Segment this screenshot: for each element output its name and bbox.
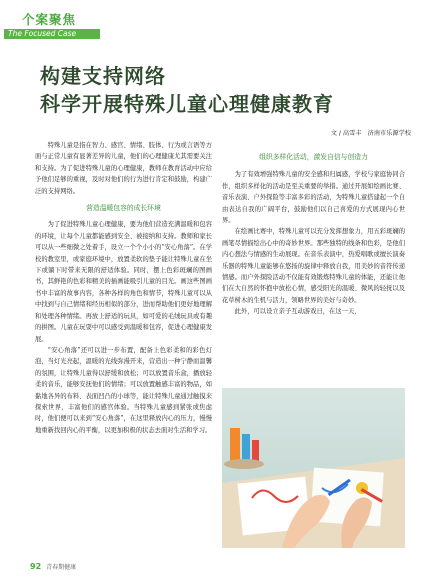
body-paragraph: 在绘画比赛中，特殊儿童可以充分发挥想象力，用五彩斑斓的画笔尽情描绘出心中的奇妙世界。那些独特的线条和色彩，是他们内心想法与情感的生动展现。在音乐表演中，热爱唱歌或擅长演奏乐器的特殊儿童能够在悠扬的旋律中释放自我，用美妙的音符传递情感。而户外探险活动不仅能有效锻炼特殊儿童的体能，还能让他们在大自然的怀抱中放松心情，感受阳光的温暖、微风的轻抚以及花草树木的生机与活力，领略世界的美好与奇妙。 — [222, 228, 405, 304]
body-paragraph: 此外，可以设立亲子互动游戏日，在这一天， — [234, 308, 361, 316]
column-name: 个案聚焦 — [22, 12, 77, 27]
section-heading-activities: 组织多样化活动，激发自信与创造力 — [259, 153, 368, 161]
left-column — [35, 140, 212, 436]
article-title-line-1: 构建支持网络 — [40, 64, 166, 88]
page-number: 92 — [30, 562, 42, 571]
page-footer — [30, 562, 76, 571]
intro-paragraph: 特殊儿童是指在智力、感官、情绪、肢体、行为或言语等方面与正常儿童有显著差异的儿童，他们的心理健康尤其需要关注和支持。为了促进特殊儿童的心理健康，教师在教育活动中应给予他们足够的重视，及时对他们的行为进行肯定和鼓励，构建广泛的支持网络。 — [35, 142, 212, 195]
article-title-line-2: 科学开展特殊儿童心理健康教育 — [40, 92, 334, 116]
body-paragraph: 为了促进特殊儿童心理健康，要为他们营造充满温暖和包容的环境，让每个儿童都能感到安全、被接纳和支持。教师和家长可以从一些细微之处着手，设立一个个小小的“安心角落”。在学校的教室里，或家庭环境中，放置柔软的垫子能让特殊儿童在坐下或躺下时带来无限的舒适体验。同时，摆上色彩斑斓的图画书，其鲜艳的色彩和精美的插画能吸引儿童的目光。画这些图画书中丰富的故事内容，各种各样的角色和情节，特殊儿童可以从中找到与自己情绪和经历相似的部分，进而帮助他们更好地理解和处理各种情绪。再放上舒适的玩具，如可爱的毛绒玩具或有趣的拼图。儿童在玩耍中可以感受到温暖和包容，促进心理健康发展。 — [35, 221, 212, 343]
body-paragraph: 为了有效增强特殊儿童的安全感和归属感，学校与家庭协同合作，组织多样化的活动是至关重要的举措。通过开展如绘画比赛、音乐表演、户外探险等丰富多彩的活动，为特殊儿童搭建起一个自由表达自我的广阔平台，鼓励他们以自己喜爱的方式展现内心世界。 — [222, 171, 405, 225]
section-heading-environment: 营造温暖包容的成长环境 — [86, 204, 161, 213]
body-paragraph: “安心角落”还可以进一步布置，配备上色彩柔和的彩色灯泡，当灯光亮起，温暖的光线弥漫开来，营造出一种宁静而温馨的氛围，让特殊儿童得以舒缓和放松；可以放置音乐盒，播放轻柔的音乐，能够安抚他们的情绪；可以放置触感丰富的物品，如黏地各异的布料、表面凹凸的小球等，能让特殊儿童通过触摸来探索世界，丰富他们的感官体验。当特殊儿童感到紧张或焦虑时，他们便可以来到“安心角落”，在这里释放内心的压力，慢慢地重新找回内心的平衡，以更加积极的状态去面对生活和学习。 — [35, 346, 212, 434]
magazine-name: 青春期健康 — [46, 564, 77, 571]
column-english-banner: The Focused Case — [4, 29, 100, 39]
column-header — [4, 12, 104, 39]
right-column — [222, 152, 405, 318]
author-byline: 文 / 高雪丰 济南市乐源学校 — [330, 130, 411, 137]
children-drawing-photo — [222, 388, 405, 548]
